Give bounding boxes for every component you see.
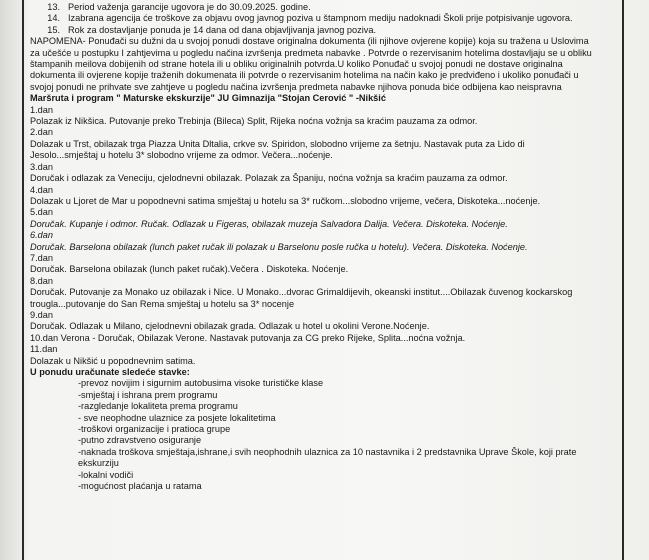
day-text: Doručak. Barselona obilazak (lunch paket ručak).Večera . Diskoteka. Noćenje. (30, 264, 349, 275)
day-text: trougla...putovanje do San Rema smještaj u hotelu sa 3* nocenje (30, 298, 295, 309)
day-label: 2.dan (30, 127, 53, 138)
day-label: 4.dan (30, 184, 53, 195)
day-label: 8.dan (30, 275, 53, 286)
day-label: 3.dan (30, 161, 53, 172)
day-label: 1.dan (30, 104, 53, 115)
document-body (30, 0, 614, 492)
included-item: -razgledanje lokaliteta prema programu (78, 401, 238, 412)
included-item: -naknada troškova smještaja,ishrane,i svih neophodnih ulaznica za 10 nastavnika i 2 predstavnika Uprave Škole, koji prate (78, 446, 577, 457)
numbered-item (30, 25, 614, 36)
napomena-line: NAPOMENA- Ponuđači su dužni da u svojoj ponudi dostave originalna dokumenta (ili njihove ovjerene kopije) koja su tražena u Uslovima (30, 36, 589, 47)
day-text: 10.dan Verona - Doručak, Obilazak Verone. Nastavak putovanja za CG preko Rijeke, Splita...noćna vožnja. (30, 332, 466, 343)
day-text: Dolazak u Nikšić u popodnevnim satima. (30, 355, 196, 366)
included-item: -putno zdravstveno osiguranje (78, 435, 202, 446)
day-text: Jesolo...smještaj u hotelu 3* slobodno vrijeme za odmor. Večera...noćenje. (30, 150, 333, 161)
numbered-item (30, 13, 614, 24)
day-text: Dolazak u Ljoret de Mar u popodnevni satima smještaj u hotelu sa 3* ručkom...slobodno vrijeme, večera, Diskoteka...noćenje. (30, 195, 541, 206)
day-label: 6.dan (30, 230, 53, 241)
included-item: - sve neophodne ulaznice za posjete lokalitetima (78, 412, 276, 423)
route-title: Maršruta i program " Maturske ekskurzije" JU Gimnazija "Stojan Cerović " -Nikšić (30, 93, 386, 104)
napomena-line: dokumenta ili ovjerene kopije traženih dokumenata ili potvrde o rezervisanim hotelima na način kako je predviđeno i ukoliko ponuđači u (30, 70, 579, 81)
day-label: 5.dan (30, 207, 53, 218)
day-text: Doručak. Putovanje za Monako uz obilazak i Nice. U Monako...dvorac Grimaldijevih, okeanski institut....Obilazak čuvenog kockarskog (30, 287, 573, 298)
included-item: -troškovi organizacije i pratioca grupe (78, 424, 231, 435)
item-number: 15. (47, 24, 60, 35)
numbered-list (30, 2, 614, 36)
day-label: 7.dan (30, 252, 53, 263)
included-item: -mogućnost plaćanja u ratama (78, 481, 202, 492)
included-item: ekskurziju (78, 458, 119, 469)
page-frame-left (22, 0, 24, 560)
napomena-line: svojoj ponudi ne prihvate sve zahtjeve u pogledu načina izvršenja predmeta nabavke njihova ponuda biće odbijena kao neispravna (30, 81, 562, 92)
day-text: Doručak. Barselona obilazak (lunch paket ručak ili polazak u Barselonu posle ručka u hotelu). Večera. Diskoteka. Noćenje. (30, 241, 528, 252)
included-item: -lokalni vodiči (78, 469, 134, 480)
numbered-item (30, 2, 614, 13)
napomena-line: za učešće u postupku I zahtjevima u pogledu načina izvršenja predmeta nabavke . Potvrde o rezervisanim hotelima dostavljaju se u obliku (30, 47, 592, 58)
day-label: 11.dan (30, 344, 58, 355)
day-text: Doručak i odlazak za Veneciju, cjelodnevni obilazak. Polazak za Španiju, noćna vožnja sa kraćim pauzama za odmor. (30, 173, 508, 184)
day-text: Doručak. Kupanje i odmor. Ručak. Odlazak u Figeras, obilazak muzeja Salvadora Dalija. Večera. Diskoteka. Noćenje. (30, 218, 508, 229)
napomena-paragraph (30, 36, 614, 93)
day-text: Polazak iz Nikšica. Putovanje preko Trebinja (Bileca) Split, Rijeka noćna vožnja sa kraćim pauzama za odmor. (30, 116, 478, 127)
item-text: Rok za dostavljanje ponuda je 14 dana od dana objavljivanja javnog poziva. (68, 24, 377, 35)
included-item: -prevoz novijim i sigurnim autobusima visoke turističke klase (78, 378, 324, 389)
day-text: Doručak. Odlazak u Milano, cjelodnevni obilazak grada. Odlazak u hotel u okolini Verone.Noćenje. (30, 321, 430, 332)
included-title: U ponudu uračunate sledeće stavke: (30, 367, 190, 377)
page-frame-right (622, 0, 624, 560)
item-text: Period važenja garancije ugovora je do 30.09.2025. godine. (68, 2, 311, 12)
included-item: -smještaj i ishrana prem programu (78, 389, 218, 400)
item-text: Izabrana agencija će troškove za objavu ovog javnog poziva u štampnom mediju nadoknadi Školi prije potpisivanje ugovora. (68, 13, 573, 24)
item-number: 14. (47, 13, 60, 24)
item-number: 13. (47, 2, 60, 12)
napomena-line: štampanih meilova dobijenih od strane hotela ili u obliku originalnih potvrda.U koliko Ponuđač u svojoj ponudi ne dostave originalna (30, 59, 563, 70)
day-label: 9.dan (30, 309, 53, 320)
included-list (30, 378, 614, 492)
day-text: Dolazak u Trst, obilazak trga Piazza Unita Dltalia, crkve sv. Spiridon, slobodno vrijeme za šetnju. Nastavak puta za Lido di (30, 138, 525, 149)
itinerary (30, 105, 614, 367)
